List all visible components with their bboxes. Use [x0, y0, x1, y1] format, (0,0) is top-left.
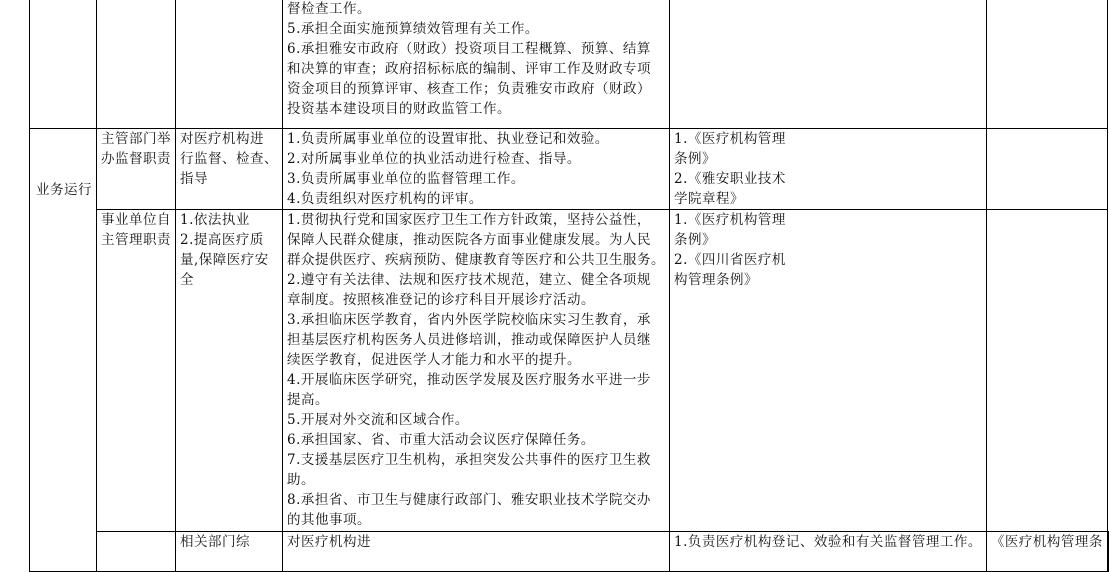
type-cell — [176, 532, 283, 572]
basis-line: 1.《医疗机构管理 — [674, 131, 786, 147]
content-cell — [176, 0, 283, 129]
basis-line: 2.《四川省医疗机 — [674, 252, 786, 268]
duty-line: 2.对所属事业单位的执业活动进行检查、指导。 — [287, 151, 581, 167]
content-cell — [176, 210, 283, 532]
duty-line: 1.负责医疗机构登记、效验和有关监督管理工作。 — [674, 534, 982, 550]
remark-cell — [986, 210, 1107, 532]
duty-line: 续医学教育，促进医学人才能力和水平的提升。 — [287, 352, 581, 368]
duty-line: 提高。 — [287, 392, 329, 408]
category-label: 业务运行 — [36, 182, 92, 198]
type-cell — [97, 0, 176, 129]
content-line: 全 — [180, 272, 194, 288]
table-row — [30, 129, 1109, 210]
category-cell — [30, 0, 97, 129]
duty-line: 助。 — [287, 472, 315, 488]
responsibility-table — [29, 0, 1109, 572]
table-row — [30, 210, 1109, 532]
category-cell — [97, 532, 176, 572]
duty-line: 1.负责所属事业单位的设置审批、执业登记和效验。 — [287, 131, 609, 147]
content-line: 1.依法执业 — [180, 212, 250, 228]
content-line: 行监督、检查、 — [180, 151, 278, 167]
duty-line: 2.遵守有关法律、法规和医疗技术规范，建立、健全各项规 — [287, 272, 651, 288]
duty-line: 章制度。按照核准登记的诊疗科目开展诊疗活动。 — [287, 292, 595, 308]
duty-line: 4.开展临床医学研究，推动医学发展及医疗服务水平进一步 — [287, 372, 651, 388]
basis-line: 1.《医疗机构管理 — [674, 212, 786, 228]
type-line: 相关部门综 — [180, 534, 250, 550]
type-cell — [97, 210, 176, 532]
basis-line: 2.《雅安职业技术 — [674, 171, 786, 187]
type-line: 办监督职责 — [101, 151, 171, 167]
content-cell — [176, 129, 283, 210]
duty-line: 8.承担省、市卫生与健康行政部门、雅安职业技术学院交办 — [287, 492, 651, 508]
duty-line: 资金项目的预算评审、核查工作；负责雅安市政府（财政） — [287, 81, 651, 97]
basis-cell — [670, 129, 987, 210]
content-line: 指导 — [180, 171, 208, 187]
basis-line: 学院章程》 — [674, 191, 744, 207]
content-line: 对医疗机构进 — [180, 131, 264, 147]
duty-line: 的其他事项。 — [287, 512, 371, 528]
basis-line: 条例》 — [674, 151, 716, 167]
content-line: 2.提高医疗质 — [180, 232, 264, 248]
duty-line: 6.承担雅安市政府（财政）投资项目工程概算、预算、结算 — [287, 41, 651, 57]
type-cell — [97, 129, 176, 210]
duties-cell — [670, 532, 987, 572]
basis-line: 条例》 — [674, 232, 716, 248]
basis-cell — [670, 0, 987, 129]
category-cell — [30, 129, 97, 572]
type-line: 事业单位自 — [101, 212, 171, 228]
basis-cell — [670, 210, 987, 532]
duties-cell — [283, 210, 670, 532]
content-cell — [283, 532, 670, 572]
duty-line: 保障人民群众健康，推动医院各方面事业健康发展。为人民 — [287, 232, 651, 248]
duty-line: 1.贯彻执行党和国家医疗卫生工作方针政策，坚持公益性， — [287, 212, 651, 228]
duty-line: 4.负责组织对医疗机构的评审。 — [287, 191, 483, 207]
duty-line: 群众提供医疗、疾病预防、健康教育等医疗和公共卫生服务。 — [287, 252, 665, 268]
basis-cell — [986, 532, 1107, 572]
remark-cell — [986, 129, 1107, 210]
duty-line: 3.承担临床医学教育，省内外医学院校临床实习生教育，承 — [287, 312, 651, 328]
duty-line: 3.负责所属事业单位的监督管理工作。 — [287, 171, 525, 187]
duty-line: 6.承担国家、省、市重大活动会议医疗保障任务。 — [287, 432, 595, 448]
table-row — [30, 0, 1109, 129]
basis-line: 构管理条例》 — [674, 272, 758, 288]
duty-line: 5.开展对外交流和区域合作。 — [287, 412, 469, 428]
type-line: 主管部门举 — [101, 131, 171, 147]
duty-line: 和决算的审查；政府招标标底的编制、评审工作及财政专项 — [287, 61, 651, 77]
duty-line: 7.支援基层医疗卫生机构，承担突发公共事件的医疗卫生救 — [287, 452, 651, 468]
content-line: 对医疗机构进 — [287, 534, 371, 550]
content-line: 量,保障医疗安 — [180, 252, 269, 268]
duty-line: 投资基本建设项目的财政监管工作。 — [287, 101, 511, 117]
remark-cell — [1107, 532, 1108, 572]
duty-line: 督检查工作。 — [287, 1, 371, 17]
table-row — [30, 532, 1109, 572]
type-line: 主管理职责 — [101, 232, 171, 248]
duty-line: 担基层医疗机构医务人员进修培训，推动或保障医护人员继 — [287, 332, 651, 348]
duty-line: 5.承担全面实施预算绩效管理有关工作。 — [287, 21, 539, 37]
duties-cell — [283, 0, 670, 129]
remark-cell — [986, 0, 1107, 129]
basis-line: 《医疗机构管理条 — [990, 534, 1103, 550]
duties-cell — [283, 129, 670, 210]
